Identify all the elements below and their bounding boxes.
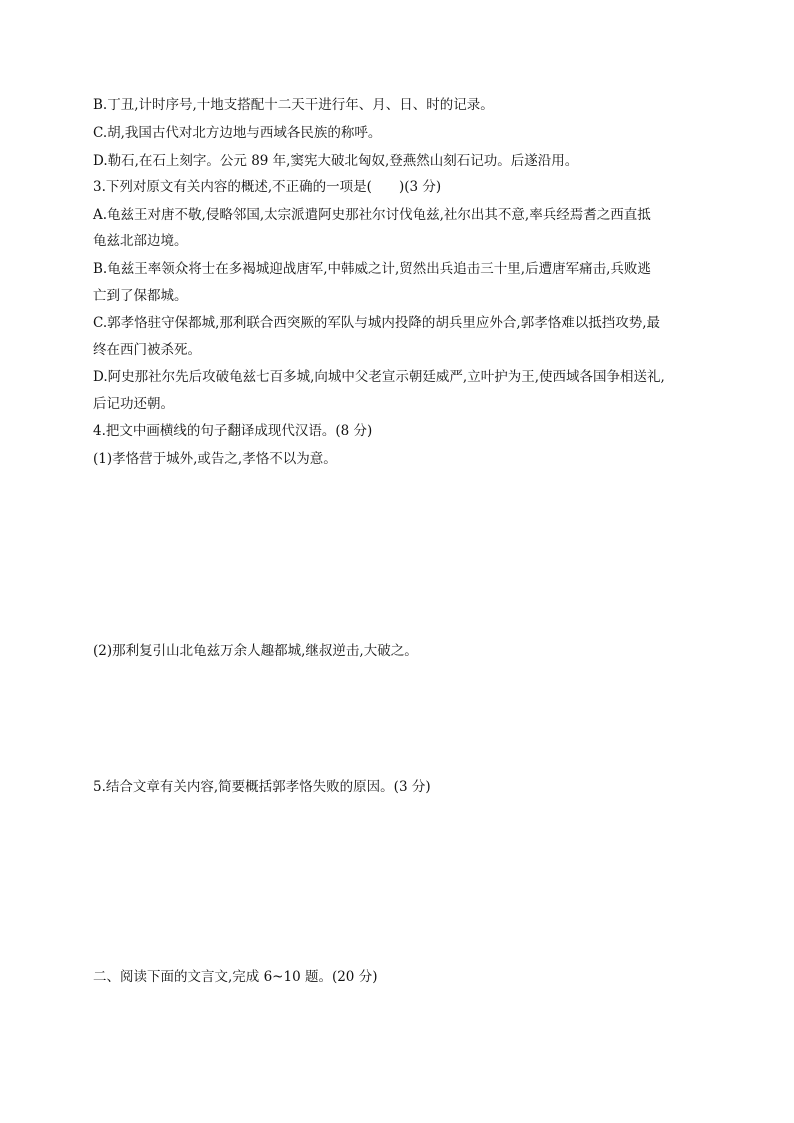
q3-option-c-line-2: 终在西门被杀死。 (93, 342, 201, 358)
q3-option-b-line-2: 亡到了保都城。 (93, 288, 188, 304)
section-2-heading: 二、阅读下面的文言文,完成 6~10 题。(20 分) (93, 969, 378, 985)
option-c-line: C.胡,我国古代对北方边地与西域各民族的称呼。 (93, 125, 382, 141)
q3-option-d-line-2: 后记功还朝。 (93, 396, 174, 412)
q3-option-d-line-1: D.阿史那社尔先后攻破龟兹七百多城,向城中父老宣示朝廷威严,立叶护为王,使西域各国争相送礼, (93, 369, 665, 385)
question-4-line: 4.把文中画横线的句子翻译成现代汉语。(8 分) (93, 423, 373, 439)
q3-option-a-line-1: A.龟兹王对唐不敬,侵略邻国,太宗派遣阿史那社尔讨伐龟兹,社尔出其不意,率兵经焉耆之西直抵 (93, 207, 651, 223)
question-3-line: 3.下列对原文有关内容的概述,不正确的一项是( )(3 分) (93, 179, 442, 195)
q3-option-a-line-2: 龟兹北部边境。 (93, 233, 188, 249)
question-4-sentence-1: (1)孝恪营于城外,或告之,孝恪不以为意。 (93, 451, 337, 467)
question-5-line: 5.结合文章有关内容,简要概括郭孝恪失败的原因。(3 分) (93, 779, 431, 795)
question-4-sentence-2: (2)那利复引山北龟兹万余人趣都城,继叔逆击,大破之。 (93, 643, 418, 659)
q3-option-c-line-1: C.郭孝恪驻守保都城,那利联合西突厥的军队与城内投降的胡兵里应外合,郭孝恪难以抵挡攻势,最 (93, 315, 661, 331)
option-d-line: D.勒石,在石上刻字。公元 89 年,窦宪大破北匈奴,登燕然山刻石记功。后遂沿用。 (93, 153, 579, 169)
q3-option-b-line-1: B.龟兹王率领众将士在多褐城迎战唐军,中韩威之计,贸然出兵追击三十里,后遭唐军痛击,兵败逃 (93, 261, 651, 277)
option-b-line: B.丁丑,计时序号,十地支搭配十二天干进行年、月、日、时的记录。 (93, 97, 494, 113)
